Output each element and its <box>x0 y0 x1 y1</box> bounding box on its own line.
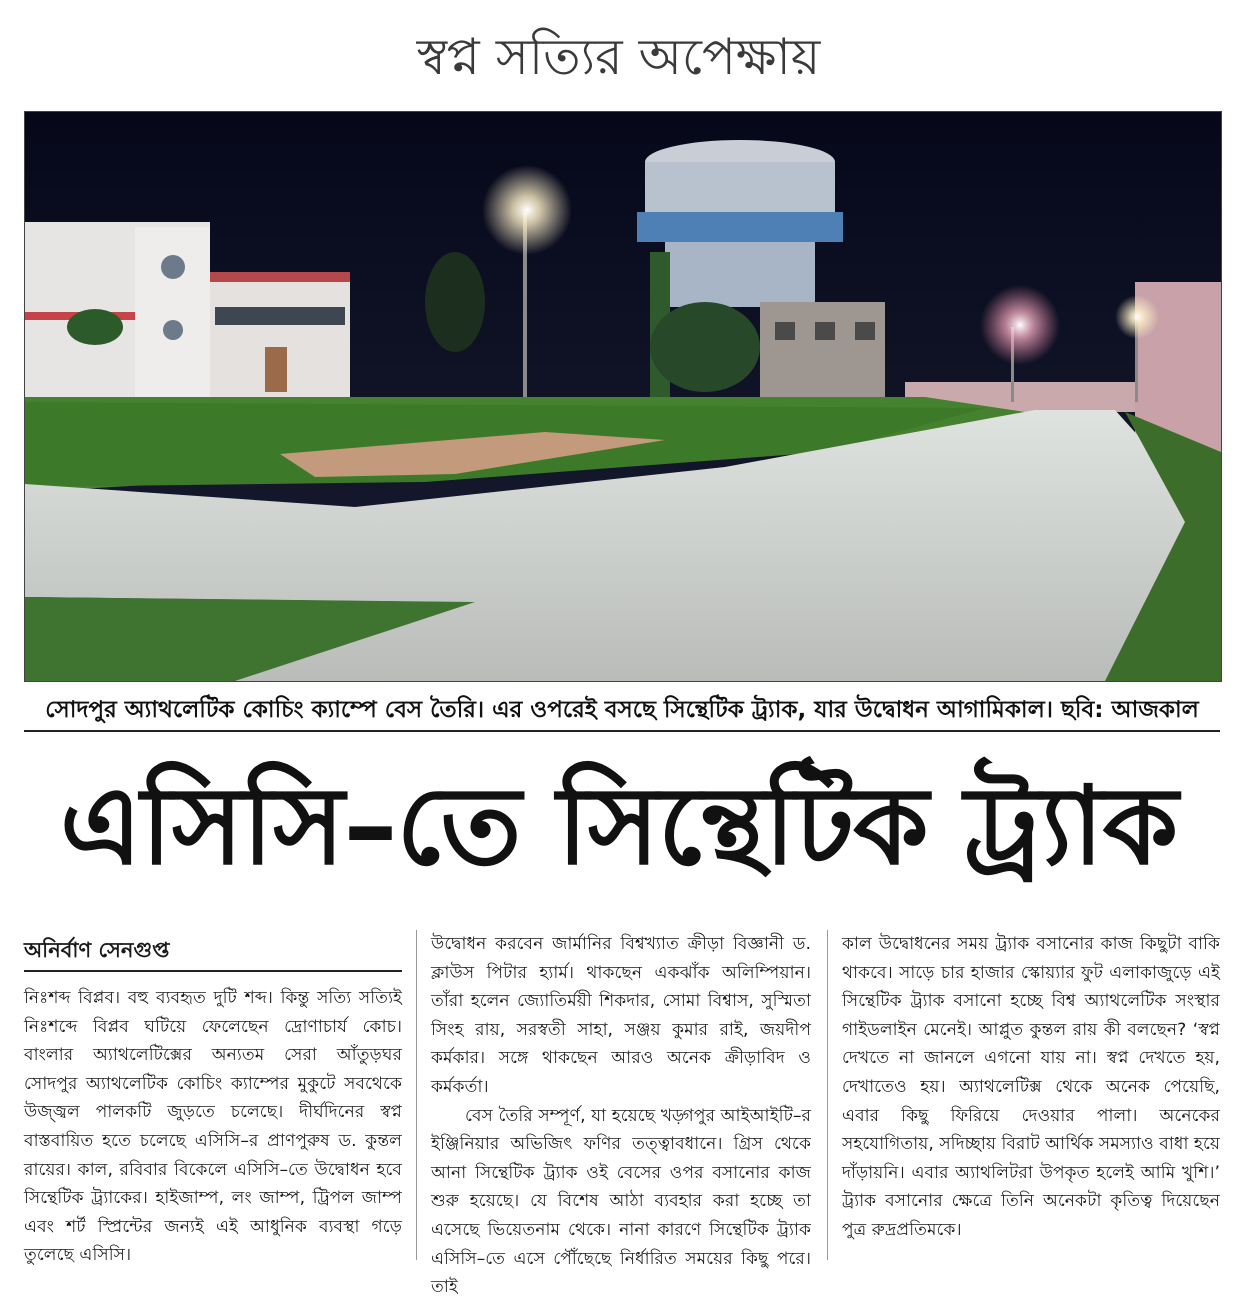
column-divider <box>827 930 828 1260</box>
night-stadium-photo <box>25 112 1221 681</box>
article-column-2 <box>431 930 811 1298</box>
article-paragraph: কাল উদ্বোধনের সময় ট্র্যাক বসানোর কাজ কিছুটা বাকি থাকবে। সাড়ে চার হাজার স্কোয়্যার ফুট এলাকাজুড়ে এই সিন্থেটিক ট্র্যাক বসানো হচ্ছে বিশ্ব অ্যাথলেটিক সংস্থার গাইডলাইন মেনেই। আপ্লুত কুন্তল রায় কী বলছেন? ‘স্বপ্ন দেখতে না জানলে এগনো যায় না। স্বপ্ন দেখতে হয়, দেখাতেও হয়। অ্যাথলেটিক্স থেকে অনেক পেয়েছি, এবার কিছু ফিরিয়ে দেওয়ার পালা। অনেকের সহযোগিতায়, সদিচ্ছায় বিরাট আর্থিক সমস্যাও বাধা হয়ে দাঁড়ায়নি। এবার অ্যাথলিটরা উপকৃত হলেই আমি খুশি।’ ট্র্যাক বসানোর ক্ষেত্রে তিনি অনেকটা কৃতিত্ব দিয়েছেন পুত্র রুদ্রপ্রতিমকে। <box>842 934 1220 1240</box>
article-paragraph: উদ্বোধন করবেন জার্মানির বিশ্বখ্যাত ক্রীড়া বিজ্ঞানী ড. ক্লাউস পিটার হ্যার্ম। থাকছেন একঝাঁক অলিম্পিয়ান। তাঁরা হলেন জ্যোতির্ময়ী শিকদার, সোমা বিশ্বাস, সুস্মিতা সিংহ রায়, সরস্বতী সাহা, সঞ্জয় কুমার রাই, জয়দীপ কর্মকার। সঙ্গে থাকছেন আরও অনেক ক্রীড়াবিদ ও কর্মকর্তা। <box>431 934 811 1097</box>
photo-caption: সোদপুর অ্যাথলেটিক কোচিং ক্যাম্পে বেস তৈরি। এর ওপরেই বসছে সিন্থেটিক ট্র্যাক, যার উদ্বোধন আগামিকাল। ছবি: আজকাল <box>24 690 1220 732</box>
kicker-heading: স্বপ্ন সত্যির অপেক্ষায় <box>416 28 821 86</box>
article-column-1 <box>24 930 402 1266</box>
article-paragraph: বেস তৈরি সম্পূর্ণ, যা হয়েছে খড়্গপুর আইআইটি–র ইঞ্জিনিয়ার অভিজিৎ ফণির তত্ত্বাবধানে। গ্রিস থেকে আনা সিন্থেটিক ট্র্যাক ওই বেসের ওপর বসানোর কাজ শুরু হয়েছে। যে বিশেষ আঠা ব্যবহার করা হচ্ছে তা এসেছে ভিয়েতনাম থেকে। নানা কারণে সিন্থেটিক ট্র্যাক এসিসি–তে এসে পৌঁছেছে নির্ধারিত সময়ের কিছু পরে। তাই <box>431 1105 811 1298</box>
byline: অনির্বাণ সেনগুপ্ত <box>24 930 402 972</box>
column-divider <box>416 930 417 1260</box>
headline: এসিসি–তে সিন্থেটিক ট্র্যাক <box>59 764 1178 889</box>
article-paragraph: নিঃশব্দ বিপ্লব। বহু ব্যবহৃত দুটি শব্দ। কিন্তু সত্যি সত্যিই নিঃশব্দে বিপ্লব ঘটিয়ে ফেলেছেন দ্রোণাচার্য কোচ। বাংলার অ্যাথলেটিক্সের অন্যতম সেরা আঁতুড়ঘর সোদপুর অ্যাথলেটিক কোচিং ক্যাম্পের মুকুটে সবথেকে উজ্জ্বল পালকটি জুড়তে চলেছে। দীর্ঘদিনের স্বপ্ন বাস্তবায়িত হতে চলেছে এসিসি–র প্রাণপুরুষ ড. কুন্তল রায়ের। কাল, রবিবার বিকেলে এসিসি–তে উদ্বোধন হবে সিন্থেটিক ট্র্যাকের। হাইজাম্প, লং জাম্প, ট্রিপল জাম্প এবং শর্ট স্প্রিন্টের জন্যই এই আধুনিক ব্যবস্থা গড়ে তুলেছে এসিসি। <box>24 988 402 1266</box>
news-photo <box>24 111 1222 682</box>
article-column-3 <box>842 930 1220 1260</box>
